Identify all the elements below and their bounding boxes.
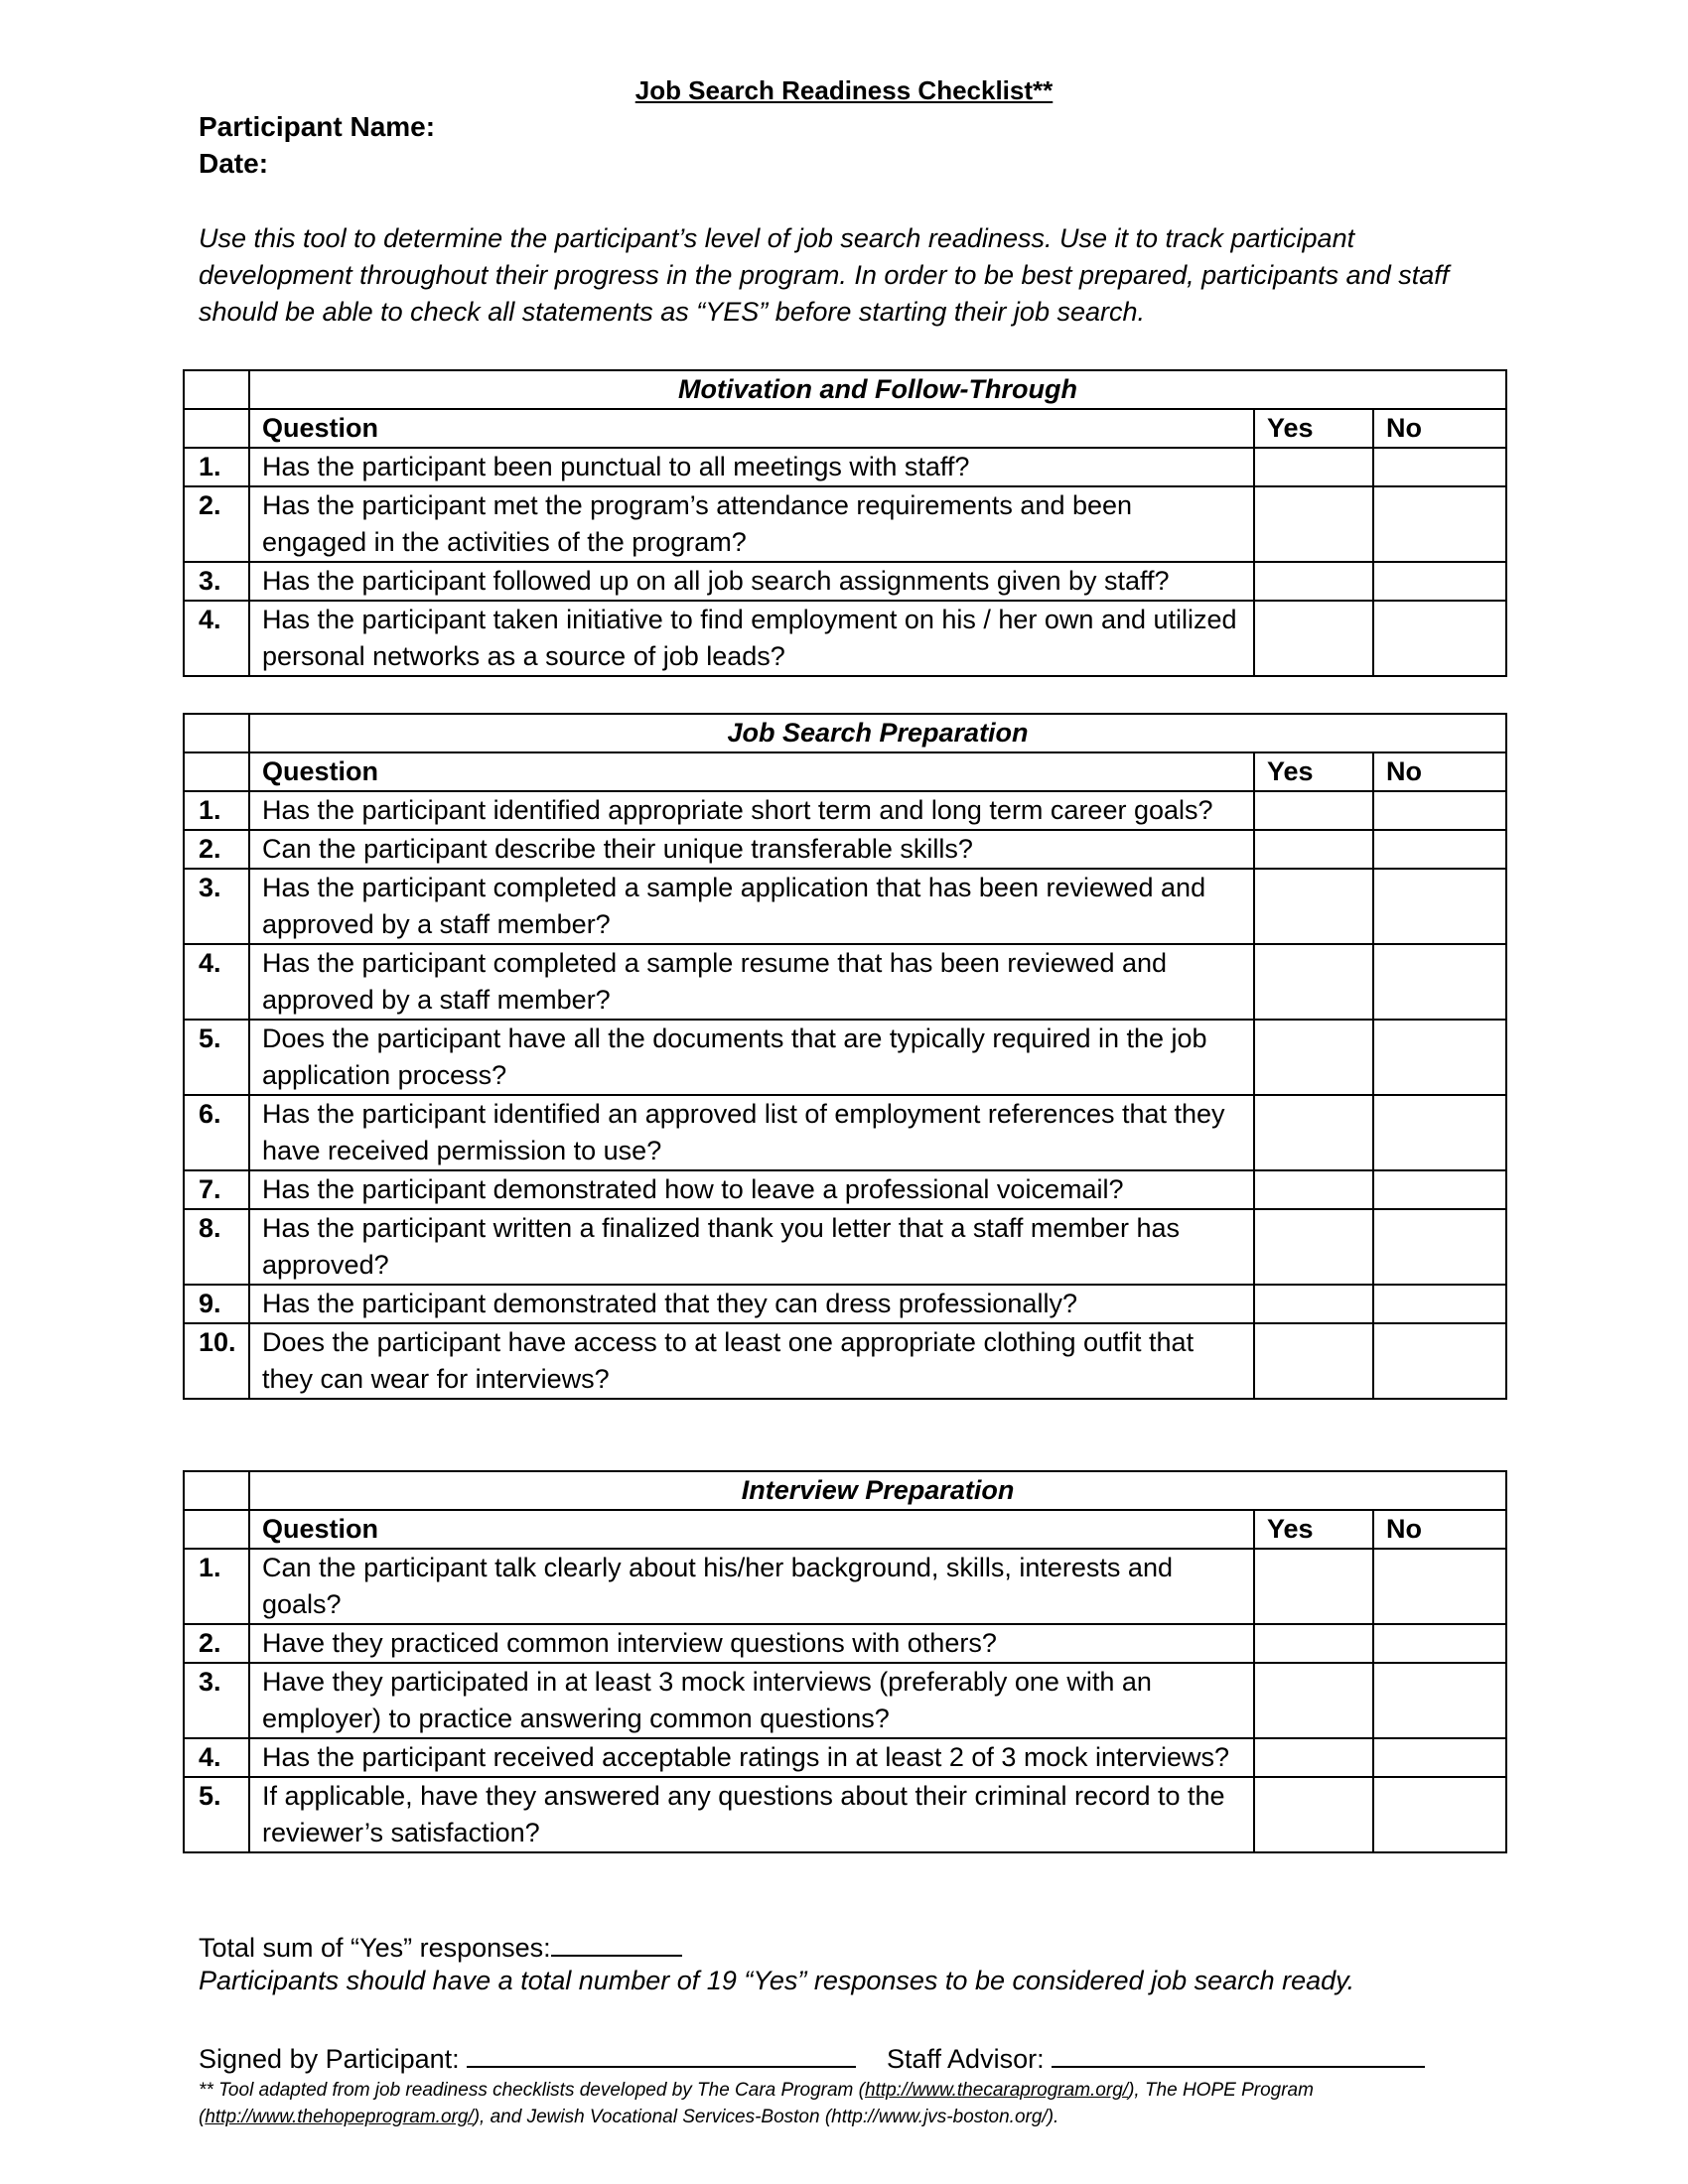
question-number: 3. [184, 1663, 249, 1738]
page-title: Job Search Readiness Checklist** [634, 75, 1054, 105]
question-number: 5. [184, 1777, 249, 1852]
question-number: 6. [184, 1095, 249, 1170]
empty-cell [184, 752, 249, 791]
question-number: 5. [184, 1020, 249, 1095]
no-checkbox-cell[interactable] [1373, 1170, 1506, 1209]
question-number: 8. [184, 1209, 249, 1285]
section-title: Interview Preparation [249, 1471, 1506, 1510]
table-row [184, 869, 1506, 944]
no-checkbox-cell[interactable] [1373, 830, 1506, 869]
no-checkbox-cell[interactable] [1373, 1777, 1506, 1852]
no-checkbox-cell[interactable] [1373, 486, 1506, 562]
question-text: Does the participant have access to at least one appropriate clothing outfit that they can wear for interviews? [249, 1323, 1254, 1399]
yes-checkbox-cell[interactable] [1254, 1209, 1373, 1285]
footnote-text-1: ** Tool adapted from job readiness checklists developed by The Cara Program ( [199, 2080, 865, 2101]
question-text: Has the participant identified appropriate short term and long term career goals? [249, 791, 1254, 830]
question-number: 1. [184, 448, 249, 486]
signed-by-participant-label: Signed by Participant: [199, 2044, 460, 2074]
question-text: Has the participant taken initiative to find employment on his / her own and utilized personal networks as a source of job leads? [249, 601, 1254, 676]
yes-checkbox-cell[interactable] [1254, 869, 1373, 944]
yes-column-header: Yes [1254, 752, 1373, 791]
motivation-table [183, 369, 1507, 677]
empty-cell [184, 1510, 249, 1549]
no-checkbox-cell[interactable] [1373, 562, 1506, 601]
staff-advisor-label: Staff Advisor: [887, 2044, 1045, 2074]
question-number: 1. [184, 791, 249, 830]
table-row [184, 1209, 1506, 1285]
no-checkbox-cell[interactable] [1373, 1663, 1506, 1738]
question-number: 7. [184, 1170, 249, 1209]
total-note: Participants should have a total number of 19 “Yes” responses to be considered job search ready. [199, 1966, 1355, 1995]
yes-checkbox-cell[interactable] [1254, 1170, 1373, 1209]
no-checkbox-cell[interactable] [1373, 1020, 1506, 1095]
table-row [184, 1170, 1506, 1209]
footnote-text-2: ), The HOPE Program ( [199, 2080, 1314, 2127]
yes-checkbox-cell[interactable] [1254, 1663, 1373, 1738]
cara-program-link[interactable]: http://www.thecaraprogram.org/ [864, 2080, 1129, 2101]
question-text: Have they practiced common interview questions with others? [249, 1624, 1254, 1663]
column-header-row [184, 409, 1506, 448]
question-number: 4. [184, 601, 249, 676]
section-title: Job Search Preparation [249, 714, 1506, 752]
staff-advisor-signature [887, 2040, 1425, 2075]
yes-checkbox-cell[interactable] [1254, 1777, 1373, 1852]
table-row [184, 944, 1506, 1020]
question-number: 2. [184, 1624, 249, 1663]
table-row [184, 1323, 1506, 1399]
table-row [184, 1738, 1506, 1777]
yes-checkbox-cell[interactable] [1254, 1549, 1373, 1624]
yes-checkbox-cell[interactable] [1254, 1020, 1373, 1095]
question-text: Has the participant demonstrated that they can dress professionally? [249, 1285, 1254, 1323]
job-search-preparation-table [183, 713, 1507, 1400]
table-row [184, 601, 1506, 676]
participant-signature-line[interactable] [467, 2040, 856, 2068]
section-title-row [184, 370, 1506, 409]
table-row [184, 1777, 1506, 1852]
yes-checkbox-cell[interactable] [1254, 791, 1373, 830]
yes-checkbox-cell[interactable] [1254, 486, 1373, 562]
yes-checkbox-cell[interactable] [1254, 448, 1373, 486]
question-column-header: Question [249, 752, 1254, 791]
question-text: Can the participant talk clearly about his/her background, skills, interests and goals? [249, 1549, 1254, 1624]
table-row [184, 486, 1506, 562]
question-number: 4. [184, 944, 249, 1020]
footnote-text-3: ), and Jewish Vocational Services-Boston (http://www.jvs-boston.org/). [473, 2107, 1059, 2127]
question-number: 4. [184, 1738, 249, 1777]
footnote [199, 2077, 1509, 2130]
no-checkbox-cell[interactable] [1373, 601, 1506, 676]
date-label: Date: [199, 148, 269, 179]
participant-signature [199, 2040, 856, 2075]
no-column-header: No [1373, 752, 1506, 791]
participant-name-label: Participant Name: [199, 111, 436, 142]
section-title-row [184, 1471, 1506, 1510]
question-text: Has the participant completed a sample resume that has been reviewed and approved by a staff member? [249, 944, 1254, 1020]
question-text: Has the participant completed a sample application that has been reviewed and approved by a staff member? [249, 869, 1254, 944]
section-title-row [184, 714, 1506, 752]
yes-checkbox-cell[interactable] [1254, 1738, 1373, 1777]
question-column-header: Question [249, 409, 1254, 448]
no-column-header: No [1373, 409, 1506, 448]
question-text: Has the participant been punctual to all meetings with staff? [249, 448, 1254, 486]
column-header-row [184, 1510, 1506, 1549]
no-column-header: No [1373, 1510, 1506, 1549]
question-text: If applicable, have they answered any questions about their criminal record to the reviewer’s satisfaction? [249, 1777, 1254, 1852]
table-row [184, 1549, 1506, 1624]
yes-checkbox-cell[interactable] [1254, 1095, 1373, 1170]
question-text: Has the participant met the program’s attendance requirements and been engaged in the activities of the program? [249, 486, 1254, 562]
yes-checkbox-cell[interactable] [1254, 601, 1373, 676]
no-checkbox-cell[interactable] [1373, 791, 1506, 830]
question-number: 9. [184, 1285, 249, 1323]
no-checkbox-cell[interactable] [1373, 1095, 1506, 1170]
interview-preparation-table [183, 1470, 1507, 1853]
yes-checkbox-cell[interactable] [1254, 1323, 1373, 1399]
question-number: 1. [184, 1549, 249, 1624]
no-checkbox-cell[interactable] [1373, 1285, 1506, 1323]
table-row [184, 830, 1506, 869]
column-header-row [184, 752, 1506, 791]
question-text: Has the participant received acceptable ratings in at least 2 of 3 mock interviews? [249, 1738, 1254, 1777]
question-text: Has the participant written a finalized thank you letter that a staff member has approved? [249, 1209, 1254, 1285]
yes-checkbox-cell[interactable] [1254, 944, 1373, 1020]
table-row [184, 1095, 1506, 1170]
question-text: Does the participant have all the documents that are typically required in the job application process? [249, 1020, 1254, 1095]
table-row [184, 1663, 1506, 1738]
total-yes-blank[interactable] [551, 1929, 682, 1957]
table-row [184, 562, 1506, 601]
no-checkbox-cell[interactable] [1373, 448, 1506, 486]
question-text: Have they participated in at least 3 mock interviews (preferably one with an employer) to practice answering common questions? [249, 1663, 1254, 1738]
table-row [184, 1020, 1506, 1095]
no-checkbox-cell[interactable] [1373, 869, 1506, 944]
empty-cell [184, 370, 249, 409]
empty-cell [184, 714, 249, 752]
question-number: 2. [184, 486, 249, 562]
no-checkbox-cell[interactable] [1373, 944, 1506, 1020]
no-checkbox-cell[interactable] [1373, 1624, 1506, 1663]
table-row [184, 791, 1506, 830]
section-title: Motivation and Follow-Through [249, 370, 1506, 409]
staff-advisor-signature-line[interactable] [1052, 2040, 1425, 2068]
hope-program-link[interactable]: http://www.thehopeprogram.org/ [205, 2107, 474, 2127]
question-text: Has the participant demonstrated how to leave a professional voicemail? [249, 1170, 1254, 1209]
question-column-header: Question [249, 1510, 1254, 1549]
yes-column-header: Yes [1254, 409, 1373, 448]
question-number: 10. [184, 1323, 249, 1399]
no-checkbox-cell[interactable] [1373, 1323, 1506, 1399]
question-number: 3. [184, 869, 249, 944]
total-yes-line [199, 1929, 682, 1964]
empty-cell [184, 1471, 249, 1510]
yes-checkbox-cell[interactable] [1254, 562, 1373, 601]
no-checkbox-cell[interactable] [1373, 1738, 1506, 1777]
question-number: 2. [184, 830, 249, 869]
empty-cell [184, 409, 249, 448]
question-text: Has the participant followed up on all job search assignments given by staff? [249, 562, 1254, 601]
yes-checkbox-cell[interactable] [1254, 1624, 1373, 1663]
intro-text: Use this tool to determine the participant’s level of job search readiness. Use it to track participant development throughout their progress in the program. In order to be best prepared, participants and staff should be able to check all statements as “YES” before starting their job search. [199, 223, 1450, 327]
question-text: Can the participant describe their unique transferable skills? [249, 830, 1254, 869]
yes-checkbox-cell[interactable] [1254, 1285, 1373, 1323]
no-checkbox-cell[interactable] [1373, 1549, 1506, 1624]
question-number: 3. [184, 562, 249, 601]
no-checkbox-cell[interactable] [1373, 1209, 1506, 1285]
table-row [184, 1624, 1506, 1663]
total-yes-label: Total sum of “Yes” responses: [199, 1933, 551, 1963]
question-text: Has the participant identified an approved list of employment references that they have received permission to use? [249, 1095, 1254, 1170]
yes-column-header: Yes [1254, 1510, 1373, 1549]
table-row [184, 448, 1506, 486]
yes-checkbox-cell[interactable] [1254, 830, 1373, 869]
table-row [184, 1285, 1506, 1323]
